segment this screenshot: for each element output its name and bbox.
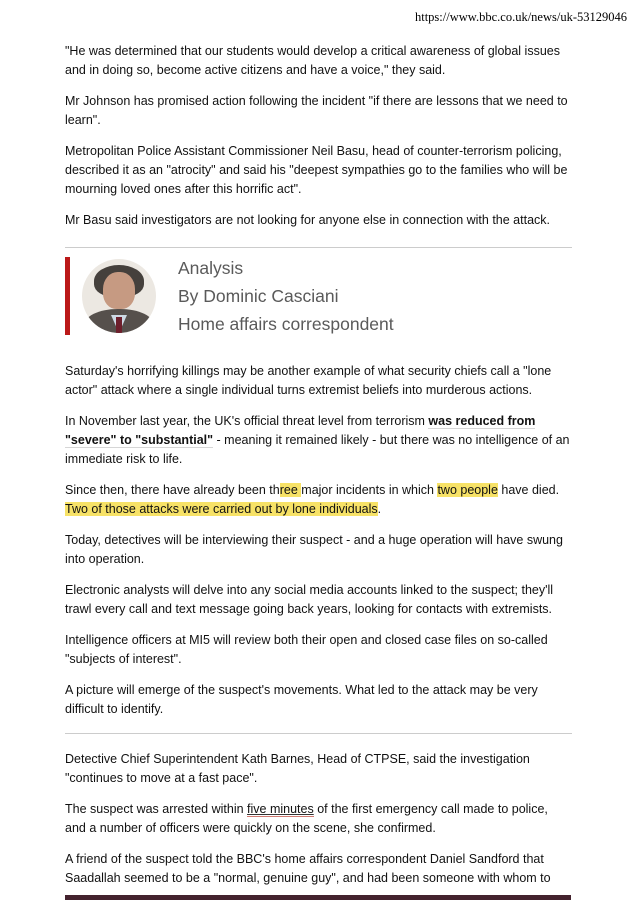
analysis-title: Analysis <box>178 258 244 278</box>
paragraph-highlighted <box>65 481 572 519</box>
paragraph: "He was determined that our students would develop a critical awareness of global issues and in doing so, become active citizens and have a voice," they said. <box>65 44 560 77</box>
text-segment: - meaning it remained likely - but there was no intelligence of an immediate risk to life. <box>65 433 570 466</box>
highlighted-text: Two of those attacks were carried out by lone individuals <box>65 502 378 516</box>
paragraph: Metropolitan Police Assistant Commissioner Neil Basu, head of counter-terrorism policing, described it as an "atrocity" and said his "deepest sympathies go to the families who will be mourning loved ones after this horrific act". <box>65 144 568 196</box>
page-url-header: https://www.bbc.co.uk/news/uk-53129046 <box>414 10 627 24</box>
threat-level-link[interactable]: was reduced from "severe" to "substantial" <box>65 414 536 447</box>
highlighted-text: two people <box>437 483 498 497</box>
text-segment: In November last year, the UK's official threat level from terrorism <box>65 414 429 428</box>
highlighted-text: ree <box>279 483 302 497</box>
text-segment: major incidents in which <box>301 483 438 497</box>
author-photo-tie <box>116 317 122 333</box>
analysis-byline: By Dominic Casciani <box>178 286 339 306</box>
divider <box>65 733 572 734</box>
five-minutes-link[interactable]: five minutes <box>247 802 314 816</box>
paragraph: Detective Chief Superintendent Kath Barnes, Head of CTPSE, said the investigation "continues to move at a fast pace". <box>65 752 530 785</box>
text-segment: of the first emergency call made to police, and a number of officers were quickly on the scene, she confirmed. <box>65 802 548 835</box>
paragraph: Today, detectives will be interviewing their suspect - and a huge operation will have swung into operation. <box>65 533 563 566</box>
paragraph: Mr Basu said investigators are not looking for anyone else in connection with the attack. <box>65 213 550 227</box>
analysis-byline-block <box>178 254 394 338</box>
divider <box>65 247 572 248</box>
paragraph: Saturday's horrifying killings may be another example of what security chiefs call a "lone actor" attack where a single individual turns extremist beliefs into murderous actions. <box>65 364 552 397</box>
paragraph: Mr Johnson has promised action following the incident "if there are lessons that we need to learn". <box>65 94 568 127</box>
bottom-cutoff-bar <box>65 895 571 900</box>
paragraph: A friend of the suspect told the BBC's home affairs correspondent Daniel Sandford that Saadallah seemed to be a "normal, genuine guy", and had been someone with whom to <box>65 852 551 885</box>
paragraph: Electronic analysts will delve into any social media accounts linked to the suspect; they'll trawl every call and text message going back years, looking for contacts with extremists. <box>65 583 554 616</box>
text-segment: have died. <box>497 483 560 497</box>
text-segment: The suspect was arrested within <box>65 802 248 816</box>
author-photo <box>82 259 156 333</box>
paragraph <box>65 800 572 838</box>
text-segment: Since then, there have already been th <box>65 483 280 497</box>
analysis-role: Home affairs correspondent <box>178 314 394 334</box>
paragraph <box>65 412 572 469</box>
analysis-box <box>65 254 572 338</box>
paragraph: Intelligence officers at MI5 will review both their open and closed case files on so-called "subjects of interest". <box>65 633 548 666</box>
paragraph: A picture will emerge of the suspect's movements. What led to the attack may be very difficult to identify. <box>65 683 538 716</box>
author-photo-face <box>103 272 135 309</box>
text-segment: . <box>377 502 382 516</box>
analysis-accent-bar <box>65 257 70 335</box>
